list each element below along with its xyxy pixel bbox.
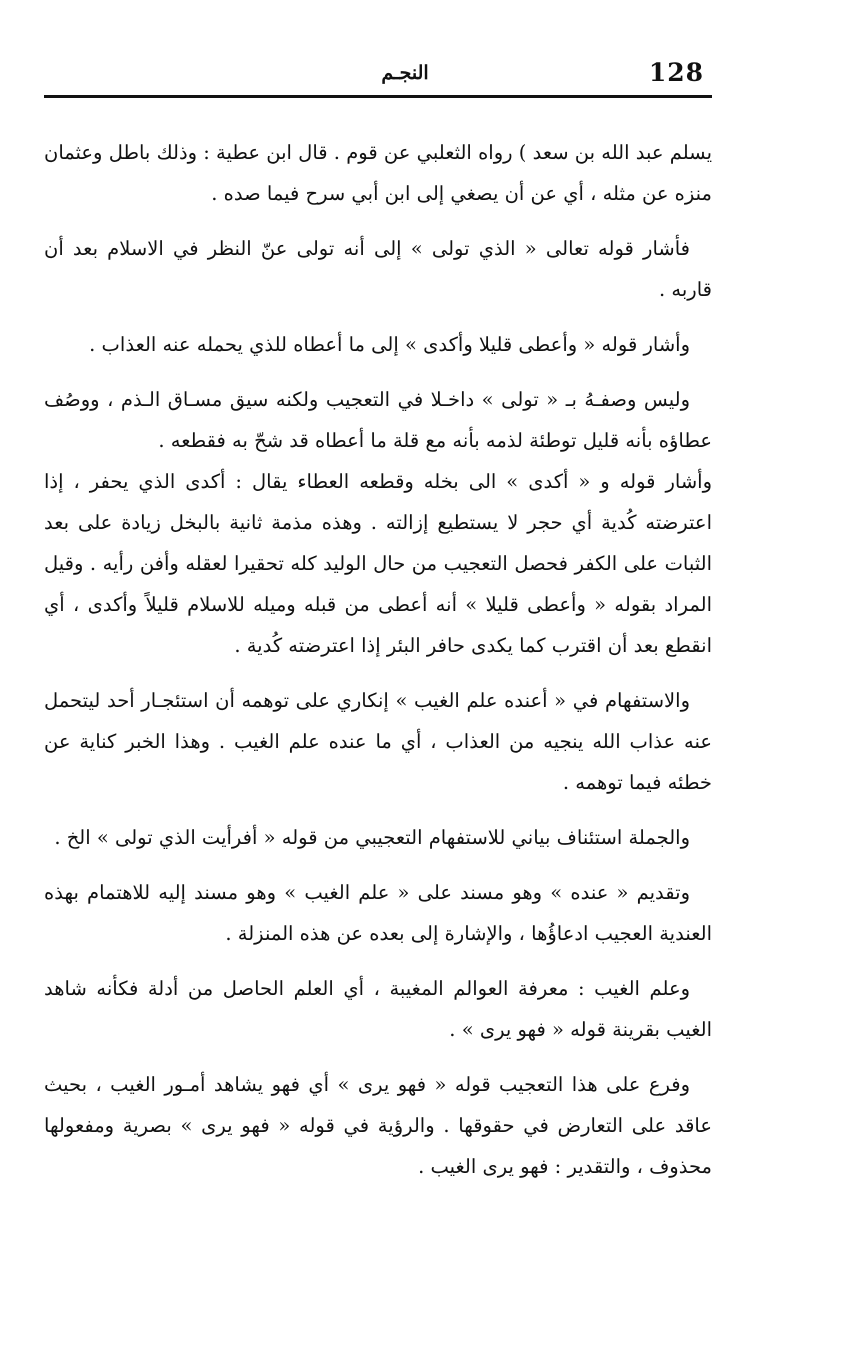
- paragraph: وليس وصفـهُ بـ « تولى » داخـلا في التعجيب ولكنه سيق مسـاق الـذم ، ووصُف عطاؤه بأنه قليل توطئة لذمه بأنه مع قلة ما أعطاه قد شحّ به فقطعه .: [44, 388, 712, 452]
- paragraph: يسلم عبد الله بن سعد ) رواه الثعلبي عن قوم . قال ابن عطية : وذلك باطل وعثمان منزه عن مثله ، أي عن أن يصغي إلى ابن أبي سرح فيما صده .: [44, 141, 712, 205]
- paragraph: وفرع على هذا التعجيب قوله « فهو يرى » أي فهو يشاهد أمـور الغيب ، بحيث عاقد على التعارض في حقوقها . والرؤية في قوله « فهو يرى » بصرية ومفعولها محذوف ، والتقدير : فهو يرى الغيب .: [44, 1073, 712, 1178]
- running-title: النجـم: [381, 62, 429, 84]
- paragraph: وأشار قوله و « أكدى » الى بخله وقطعه العطاء يقال : أكدى الذي يحفر ، إذا اعترضته كُدية أي حجر لا يستطيع إزالته . وهذه مذمة ثانية بالبخل زيادة على بعد الثبات على الكفر فحصل التعجيب من حال الوليد كله تحقيرا لعقله وأفن رأيه . وقيل المراد بقوله « وأعطى قليلا » أنه أعطى من قبله وميله للاسلام قليلاً وأكدى ، أي انقطع بعد أن اقترب كما يكدى حافر البئر إذا اعترضته كُدية .: [44, 470, 712, 657]
- paragraph: والجملة استئناف بياني للاستفهام التعجيبي من قوله « أفرأيت الذي تولى » الخ .: [54, 826, 690, 849]
- paragraph: وعلم الغيب : معرفة العوالم المغيبة ، أي العلم الحاصل من أدلة فكأنه شاهد الغيب بقرينة قوله « فهو يرى » .: [44, 977, 712, 1041]
- page-number: 128: [648, 58, 704, 87]
- paragraph: فأشار قوله تعالى « الذي تولى » إلى أنه تولى عنّ النظر في الاسلام بعد أن قاربه .: [44, 237, 712, 301]
- paragraph: وأشار قوله « وأعطى قليلا وأكدى » إلى ما أعطاه للذي يحمله عنه العذاب .: [89, 333, 690, 356]
- paragraph: والاستفهام في « أعنده علم الغيب » إنكاري على توهمه أن استئجـار أحد ليتحمل عنه عذاب الله ينجيه من العذاب ، أي ما عنده علم الغيب . وهذا الخبر كناية عن خطئه فيما توهمه .: [44, 689, 712, 794]
- page-header: [44, 54, 712, 98]
- paragraph: وتقديم « عنده » وهو مسند على « علم الغيب » وهو مسند إليه للاهتمام بهذه العندية العجيب ادعاؤُها ، والإشارة إلى بعده عن هذه المنزلة .: [44, 881, 712, 945]
- header-rule: [44, 95, 712, 98]
- page-body: [44, 132, 712, 1201]
